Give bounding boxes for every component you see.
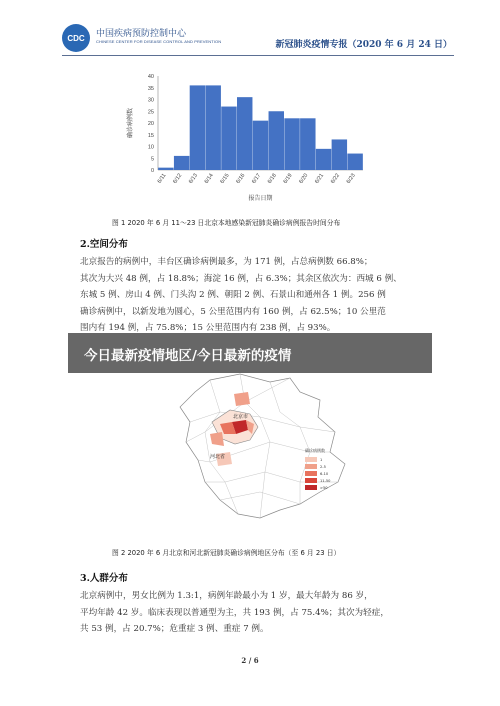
x-tick-label: 6/20	[298, 172, 310, 185]
bar-chart-svg	[120, 68, 380, 208]
map-label-beijing: 北京市	[233, 414, 249, 420]
page-number: 2 / 6	[241, 656, 259, 665]
x-tick-label: 6/19	[282, 172, 294, 185]
legend-swatch	[305, 457, 317, 462]
legend-swatch	[305, 485, 317, 490]
figure1-caption: 图 1 2020 年 6 月 11～23 日北京本地感染新冠肺炎确诊病例报告时间分布	[112, 219, 341, 227]
legend-label: >50	[320, 485, 328, 490]
section2-line: 东城 5 例、房山 4 例、门头沟 2 例、朝阳 2 例、石景山和通州各 1 例。256 例	[80, 290, 386, 300]
bar-6-13	[190, 85, 205, 170]
banner-text: 今日最新疫情地区/今日最新的疫情	[84, 348, 292, 364]
page-header	[62, 24, 454, 56]
legend-item	[305, 457, 349, 462]
y-tick-label: 25	[147, 109, 154, 116]
legend-item	[305, 485, 349, 490]
y-tick-label: 10	[147, 144, 154, 151]
bar-6-17	[253, 121, 268, 170]
x-axis-label: 报告日期	[248, 195, 273, 202]
section3-paragraph	[80, 588, 452, 638]
y-tick-label: 5	[150, 156, 154, 163]
x-tick-label: 6/22	[329, 172, 341, 185]
bar-6-19	[284, 118, 299, 170]
x-tick-label: 6/11	[156, 172, 168, 185]
title-banner[interactable]	[68, 333, 432, 373]
map-label-hebei: 河北省	[210, 454, 226, 460]
legend-label: 2-5	[320, 464, 326, 469]
y-tick-label: 0	[150, 168, 154, 174]
legend-swatch	[305, 471, 317, 476]
bar-6-11	[158, 168, 173, 170]
org-name-cn: 中国疾病预防控制中心	[96, 29, 187, 39]
map-legend	[305, 448, 349, 492]
section3-line: 北京病例中，男女比例为 1.3:1，病例年龄最小为 1 岁，最大年龄为 86 岁，	[80, 591, 373, 601]
legend-item	[305, 471, 349, 476]
logo-text: CDC	[67, 33, 85, 43]
org-name-en: CHINESE CENTER FOR DISEASE CONTROL AND PREVENTION	[96, 39, 222, 44]
legend-swatch	[305, 478, 317, 483]
x-tick-label: 6/12	[172, 172, 184, 185]
section2-line: 确诊病例中，以新发地为圆心，5 公里范围内有 160 例，占 62.5%；10 公里范	[80, 306, 386, 317]
report-title: 新冠肺炎疫情专报（2020 年 6 月 24 日）	[275, 40, 452, 50]
legend-title: 确诊病例数	[305, 448, 325, 453]
section2-line: 其次为大兴 48 例，占 18.8%；海淀 16 例，占 6.3%；其余区依次为：西城 6 例、	[80, 273, 402, 284]
bar-6-16	[237, 97, 252, 170]
legend-item	[305, 478, 349, 483]
section3-line: 平均年龄 42 岁。临床表现以普通型为主，共 193 例，占 75.4%；其次为轻症，	[80, 607, 389, 618]
section3-heading: 3.人群分布	[80, 573, 128, 584]
legend-label: 6-10	[320, 471, 329, 476]
section2-line: 北京报告的病例中，丰台区确诊病例最多，为 171 例，占总病例数 66.8%；	[80, 257, 373, 267]
x-tick-label: 6/23	[345, 172, 357, 185]
legend-swatch	[305, 464, 317, 469]
x-tick-label: 6/14	[203, 172, 215, 185]
legend-label: 1	[320, 457, 323, 462]
bar-6-22	[332, 139, 347, 170]
x-tick-label: 6/15	[219, 172, 231, 185]
y-tick-label: 30	[147, 97, 154, 104]
section2-line: 围内有 194 例，占 75.8%；15 公里范围内有 238 例，占 93%。	[80, 323, 336, 333]
bar-6-21	[316, 149, 331, 170]
y-tick-label: 40	[147, 74, 154, 80]
legend-label: 11-50	[320, 478, 331, 483]
legend-item	[305, 464, 349, 469]
x-tick-label: 6/16	[235, 172, 247, 185]
y-tick-label: 15	[147, 132, 154, 139]
figure2-caption: 图 2 2020 年 6 月北京和河北新冠肺炎确诊病例地区分布（至 6 月 23 日）	[112, 549, 341, 557]
district-light-2	[210, 432, 224, 446]
bar-6-20	[300, 118, 315, 170]
bar-6-12	[174, 156, 189, 170]
bar-6-15	[221, 107, 236, 170]
y-axis-label: 确诊病例数	[127, 107, 134, 139]
x-tick-label: 6/18	[266, 172, 278, 185]
figure1-chart	[120, 68, 380, 208]
section2-heading: 2.空间分布	[80, 239, 128, 250]
y-tick-label: 20	[147, 121, 154, 127]
bar-6-14	[205, 85, 220, 170]
x-tick-label: 6/13	[187, 172, 200, 185]
x-tick-label: 6/21	[314, 172, 326, 185]
bar-6-23	[347, 154, 362, 170]
section2-paragraph	[80, 254, 452, 337]
x-tick-label: 6/17	[251, 172, 263, 185]
y-tick-label: 35	[147, 85, 154, 92]
district-light-3	[234, 392, 250, 406]
section3-line: 共 53 例，占 20.7%；危重症 3 例、重症 7 例。	[80, 624, 269, 634]
cdc-logo	[62, 24, 90, 52]
bar-6-18	[269, 111, 284, 170]
